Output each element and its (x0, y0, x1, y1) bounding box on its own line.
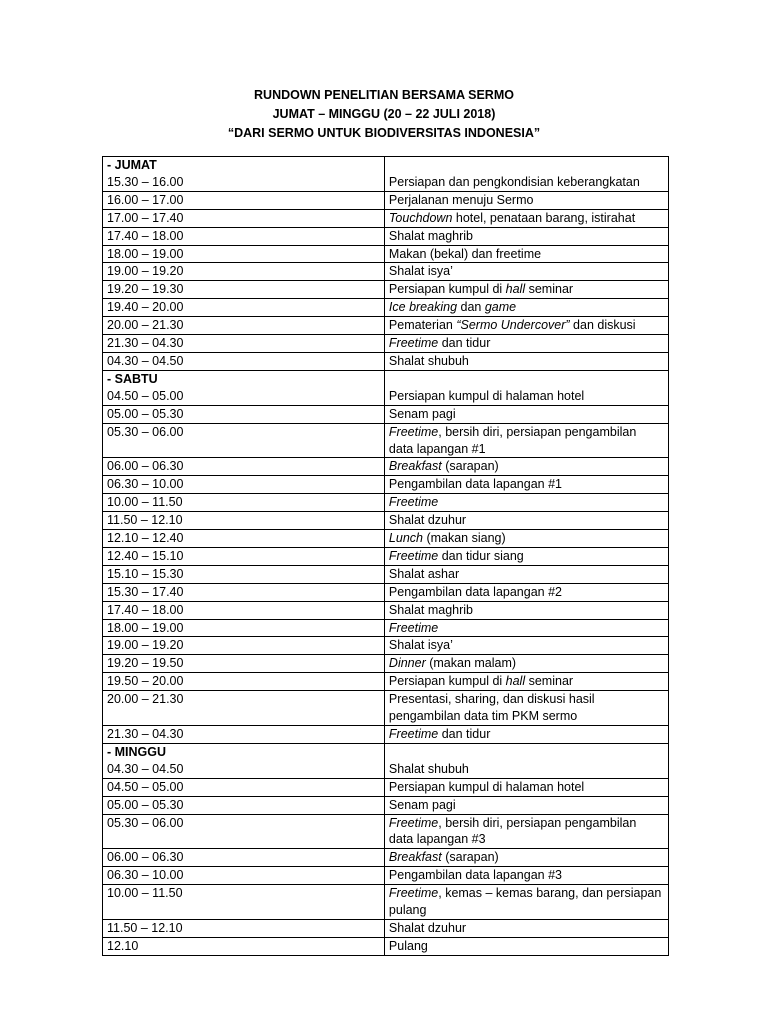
time-range: 10.00 – 11.50 (107, 495, 183, 510)
time-cell (103, 157, 385, 192)
time-range: 19.20 – 19.50 (107, 656, 184, 671)
activity-cell (384, 637, 668, 655)
activity-text-italic: game (484, 300, 517, 315)
schedule-row (103, 352, 669, 370)
schedule-row (103, 458, 669, 476)
time-range: 06.00 – 06.30 (107, 850, 184, 865)
activity-cell (384, 281, 668, 299)
activity-cell (384, 565, 668, 583)
schedule-row (103, 655, 669, 673)
rundown-table (102, 156, 669, 956)
schedule-row (103, 512, 669, 530)
activity-text-segment: (makan siang) (422, 531, 506, 546)
activity-text-italic: Lunch (388, 531, 423, 546)
activity-cell (384, 937, 668, 955)
activity-text-italic: Ice breaking (388, 300, 458, 315)
activity-cell (384, 655, 668, 673)
activity-text (389, 281, 664, 298)
time-cell (103, 317, 385, 335)
activity-cell (384, 299, 668, 317)
activity-text (389, 620, 664, 637)
document-header (0, 86, 768, 143)
time-range: 15.30 – 17.40 (107, 584, 184, 599)
schedule-row (103, 601, 669, 619)
time-range: 05.00 – 05.30 (107, 797, 184, 812)
activity-cell (384, 583, 668, 601)
activity-text-segment: dan diskusi (569, 318, 636, 333)
activity-text-segment: , bersih diri, persiapan pengambilan data lapangan #1 (388, 424, 637, 456)
activity-text-segment: Makan (bekal) dan freetime (388, 246, 542, 261)
schedule-row (103, 191, 669, 209)
activity-text (389, 584, 664, 601)
activity-cell (384, 423, 668, 458)
activity-text-segment: , kemas – kemas barang, dan persiapan pulang (388, 886, 662, 918)
schedule-row (103, 691, 669, 726)
schedule-row (103, 405, 669, 423)
activity-text (389, 512, 664, 529)
activity-text-italic: Dinner (388, 656, 426, 671)
day-section-label: - JUMAT (107, 158, 157, 172)
activity-cell (384, 885, 668, 920)
schedule-row (103, 796, 669, 814)
activity-text-italic: “Sermo Undercover” (456, 318, 570, 333)
activity-text (389, 726, 664, 743)
activity-cell (384, 209, 668, 227)
time-range: 06.30 – 10.00 (107, 477, 184, 492)
time-cell (103, 352, 385, 370)
activity-cell (384, 743, 668, 778)
time-cell (103, 937, 385, 955)
time-cell (103, 299, 385, 317)
document-theme: “DARI SERMO UNTUK BIODIVERSITAS INDONESIA” (227, 126, 541, 140)
activity-text (389, 885, 664, 919)
activity-cell (384, 796, 668, 814)
schedule-row (103, 583, 669, 601)
time-cell (103, 494, 385, 512)
schedule-row (103, 814, 669, 849)
activity-text (389, 210, 664, 227)
time-range: 12.10 (107, 938, 139, 953)
activity-text-segment: Pengambilan data lapangan #3 (388, 868, 562, 883)
activity-text-segment: Presentasi, sharing, dan diskusi hasil pengambilan data tim PKM sermo (388, 692, 595, 724)
schedule-row (103, 637, 669, 655)
activity-text (389, 192, 664, 209)
schedule-row (103, 673, 669, 691)
time-range: 05.30 – 06.00 (107, 815, 184, 830)
activity-text (389, 458, 664, 475)
time-range: 20.00 – 21.30 (107, 692, 184, 707)
time-cell (103, 726, 385, 744)
activity-text-italic: Touchdown (388, 210, 453, 225)
time-range: 19.00 – 19.20 (107, 264, 184, 279)
activity-text (389, 673, 664, 690)
activity-text-italic: Freetime (388, 886, 439, 901)
time-range: 11.50 – 12.10 (107, 513, 183, 528)
time-range: 21.30 – 04.30 (107, 727, 184, 741)
activity-text (389, 779, 664, 796)
rundown-table-body (103, 157, 669, 956)
activity-text (389, 335, 664, 352)
time-range: 19.20 – 19.30 (107, 282, 184, 297)
time-range: 04.30 – 04.50 (107, 353, 184, 368)
schedule-row (103, 157, 669, 192)
activity-text-segment: Pulang (388, 938, 428, 953)
time-cell (103, 476, 385, 494)
activity-text-segment: dan tidur (438, 336, 491, 351)
time-cell (103, 458, 385, 476)
activity-cell (384, 919, 668, 937)
activity-cell (384, 317, 668, 335)
document-dates: JUMAT – MINGGU (20 – 22 JULI 2018) (272, 107, 496, 121)
schedule-row (103, 778, 669, 796)
activity-text (389, 424, 664, 458)
document-title: RUNDOWN PENELITIAN BERSAMA SERMO (254, 88, 514, 102)
activity-text-segment: (sarapan) (441, 850, 499, 865)
activity-text-italic: Breakfast (388, 459, 442, 474)
activity-text-segment: (sarapan) (441, 459, 499, 474)
activity-text (389, 476, 664, 493)
schedule-row (103, 867, 669, 885)
activity-text-segment: hotel, penataan barang, istirahat (452, 210, 636, 225)
time-cell (103, 370, 385, 405)
activity-text (389, 637, 664, 654)
activity-text-italic: Breakfast (388, 850, 442, 865)
activity-text-segment: dan tidur siang (438, 548, 524, 563)
time-cell (103, 778, 385, 796)
schedule-row (103, 849, 669, 867)
time-cell (103, 743, 385, 778)
activity-text-segment: seminar (525, 282, 574, 297)
activity-text-italic: Freetime (388, 495, 439, 510)
activity-cell (384, 691, 668, 726)
activity-text (389, 761, 664, 778)
time-range: 19.50 – 20.00 (107, 674, 184, 689)
time-cell (103, 281, 385, 299)
activity-cell (384, 335, 668, 353)
activity-cell (384, 157, 668, 192)
activity-text-segment: Persiapan kumpul di (388, 674, 506, 689)
time-range: 20.00 – 21.30 (107, 318, 184, 333)
activity-text-segment: seminar (525, 674, 574, 689)
activity-text-segment: Pengambilan data lapangan #1 (388, 477, 562, 492)
activity-text (389, 228, 664, 245)
schedule-row (103, 494, 669, 512)
activity-cell (384, 814, 668, 849)
time-range: 04.30 – 04.50 (107, 761, 184, 776)
activity-cell (384, 494, 668, 512)
time-cell (103, 691, 385, 726)
time-range: 19.00 – 19.20 (107, 638, 184, 653)
activity-text (389, 530, 664, 547)
activity-text-segment: Shalat dzuhur (388, 513, 467, 528)
schedule-row (103, 726, 669, 744)
activity-text (389, 263, 664, 280)
time-range: 06.00 – 06.30 (107, 459, 184, 474)
activity-cell (384, 547, 668, 565)
activity-text-segment: (makan malam) (425, 656, 517, 671)
schedule-row (103, 263, 669, 281)
activity-cell (384, 227, 668, 245)
activity-cell (384, 530, 668, 548)
activity-cell (384, 849, 668, 867)
activity-text-segment: dan tidur (438, 727, 491, 741)
time-cell (103, 335, 385, 353)
activity-cell (384, 726, 668, 744)
activity-text (389, 548, 664, 565)
activity-text (389, 938, 664, 955)
activity-text-segment: Shalat isya’ (388, 264, 453, 279)
time-cell (103, 512, 385, 530)
time-range: 17.40 – 18.00 (107, 602, 184, 617)
time-range: 18.00 – 19.00 (107, 620, 184, 635)
activity-text-italic: Freetime (388, 548, 439, 563)
activity-text (389, 388, 664, 405)
activity-text-segment: Shalat isya’ (388, 638, 453, 653)
time-cell (103, 565, 385, 583)
time-cell (103, 227, 385, 245)
time-range: 10.00 – 11.50 (107, 886, 183, 901)
activity-cell (384, 476, 668, 494)
activity-text-segment: Shalat maghrib (388, 602, 473, 617)
schedule-row (103, 619, 669, 637)
activity-text-italic: Freetime (388, 424, 439, 439)
activity-cell (384, 601, 668, 619)
activity-cell (384, 352, 668, 370)
schedule-row (103, 299, 669, 317)
activity-text (389, 920, 664, 937)
time-cell (103, 263, 385, 281)
time-range: 12.40 – 15.10 (107, 548, 184, 563)
time-range: 15.30 – 16.00 (107, 174, 184, 189)
time-cell (103, 191, 385, 209)
time-cell (103, 867, 385, 885)
activity-text-segment: Senam pagi (388, 406, 456, 421)
time-cell (103, 547, 385, 565)
time-cell (103, 919, 385, 937)
activity-cell (384, 778, 668, 796)
time-range: 11.50 – 12.10 (107, 920, 183, 935)
time-cell (103, 405, 385, 423)
schedule-row (103, 317, 669, 335)
activity-text (389, 353, 664, 370)
time-range: 21.30 – 04.30 (107, 336, 184, 351)
activity-text-segment: Shalat dzuhur (388, 920, 467, 935)
time-range: 12.10 – 12.40 (107, 531, 184, 546)
day-section-label: - MINGGU (107, 744, 167, 759)
time-range: 05.00 – 05.30 (107, 406, 184, 421)
activity-text (389, 691, 664, 725)
activity-text-segment: Pengambilan data lapangan #2 (388, 584, 562, 599)
activity-cell (384, 673, 668, 691)
activity-cell (384, 619, 668, 637)
activity-cell (384, 458, 668, 476)
activity-text-segment: Pematerian (388, 318, 457, 333)
activity-text (389, 174, 664, 191)
time-cell (103, 423, 385, 458)
schedule-row (103, 245, 669, 263)
activity-text-italic: Freetime (388, 620, 439, 635)
activity-text-italic: hall (505, 674, 526, 689)
time-range: 18.00 – 19.00 (107, 246, 184, 261)
time-range: 15.10 – 15.30 (107, 566, 184, 581)
time-cell (103, 673, 385, 691)
schedule-row (103, 937, 669, 955)
activity-text-segment: Senam pagi (388, 797, 456, 812)
time-cell (103, 814, 385, 849)
activity-text-segment: , bersih diri, persiapan pengambilan data lapangan #3 (388, 815, 637, 847)
time-range: 19.40 – 20.00 (107, 300, 184, 315)
schedule-row (103, 476, 669, 494)
activity-text (389, 655, 664, 672)
activity-text-italic: Freetime (388, 727, 439, 741)
time-range: 06.30 – 10.00 (107, 868, 184, 883)
time-cell (103, 601, 385, 619)
activity-text-segment: Shalat shubuh (388, 353, 469, 368)
activity-text-italic: Freetime (388, 336, 439, 351)
schedule-row (103, 370, 669, 405)
activity-text-segment: Shalat maghrib (388, 228, 473, 243)
schedule-row (103, 565, 669, 583)
day-section-label: - SABTU (107, 371, 158, 386)
activity-text-segment: Persiapan kumpul di halaman hotel (388, 779, 585, 794)
activity-text (389, 867, 664, 884)
activity-text-segment: Perjalanan menuju Sermo (388, 192, 534, 207)
time-cell (103, 849, 385, 867)
activity-text (389, 246, 664, 263)
schedule-row (103, 919, 669, 937)
activity-text (389, 566, 664, 583)
activity-cell (384, 370, 668, 405)
time-cell (103, 796, 385, 814)
time-range: 16.00 – 17.00 (107, 192, 184, 207)
activity-text-italic: hall (505, 282, 526, 297)
schedule-row (103, 335, 669, 353)
time-cell (103, 209, 385, 227)
activity-text (389, 317, 664, 334)
activity-text (389, 406, 664, 423)
activity-text-segment: Shalat shubuh (388, 761, 469, 776)
time-cell (103, 583, 385, 601)
time-range: 04.50 – 05.00 (107, 779, 184, 794)
activity-text (389, 849, 664, 866)
activity-text-segment: Persiapan kumpul di halaman hotel (388, 388, 585, 403)
schedule-row (103, 530, 669, 548)
activity-text-italic: Freetime (388, 815, 439, 830)
activity-text (389, 494, 664, 511)
activity-cell (384, 867, 668, 885)
schedule-row (103, 423, 669, 458)
time-cell (103, 530, 385, 548)
time-range: 17.40 – 18.00 (107, 228, 184, 243)
activity-text-segment: Shalat ashar (388, 566, 460, 581)
time-range: 04.50 – 05.00 (107, 388, 184, 403)
time-cell (103, 637, 385, 655)
time-cell (103, 655, 385, 673)
activity-cell (384, 263, 668, 281)
schedule-row (103, 885, 669, 920)
time-cell (103, 245, 385, 263)
activity-text-segment: dan (457, 300, 485, 315)
schedule-row (103, 209, 669, 227)
activity-text-segment: Persiapan dan pengkondisian keberangkatan (388, 174, 640, 189)
schedule-row (103, 547, 669, 565)
time-cell (103, 619, 385, 637)
activity-text (389, 815, 664, 849)
activity-cell (384, 191, 668, 209)
activity-text (389, 602, 664, 619)
time-range: 17.00 – 17.40 (107, 210, 184, 225)
activity-cell (384, 245, 668, 263)
time-cell (103, 885, 385, 920)
activity-text-segment: Persiapan kumpul di (388, 282, 506, 297)
schedule-row (103, 227, 669, 245)
time-range: 05.30 – 06.00 (107, 424, 184, 439)
schedule-row (103, 281, 669, 299)
activity-text (389, 797, 664, 814)
activity-cell (384, 512, 668, 530)
activity-text (389, 299, 664, 316)
schedule-row (103, 743, 669, 778)
activity-cell (384, 405, 668, 423)
